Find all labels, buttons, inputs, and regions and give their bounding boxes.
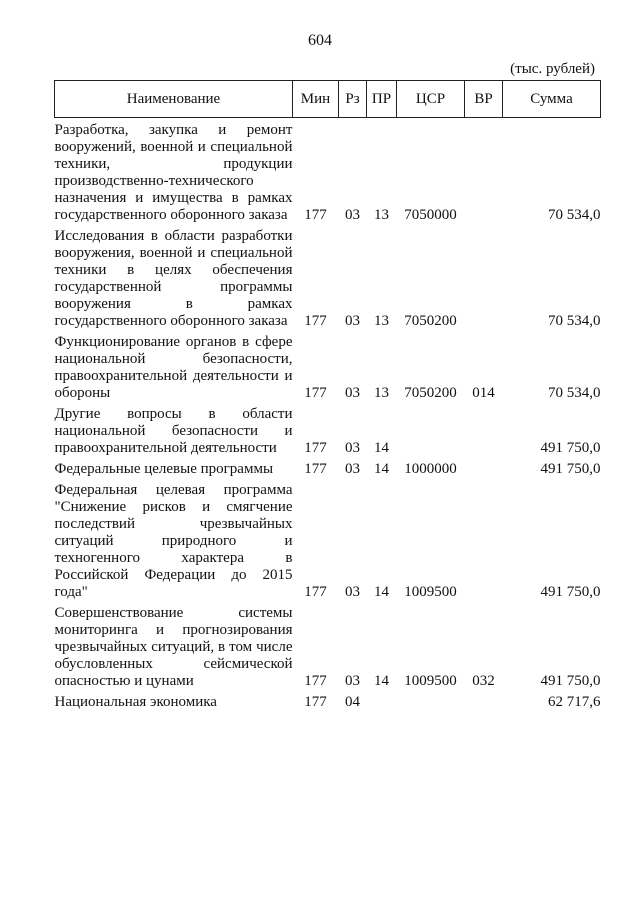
budget-table — [54, 80, 601, 715]
header-name: Наименование — [55, 81, 293, 118]
table-row — [55, 406, 601, 461]
row-name: Функционирование органов в сфере национальной безопасности, правоохранительной деятельности и обороны — [54, 334, 293, 401]
row-min: 177 — [304, 461, 327, 477]
row-sum: 491 750,0 — [540, 673, 601, 689]
row-pr: 14 — [374, 461, 389, 477]
row-name: Разработка, закупка и ремонт вооружений, военной и специальной техники, продукции производственно-технического назначения и имущества в рамках государственного оборонного заказа — [54, 122, 293, 223]
row-csr — [397, 406, 465, 461]
row-name: Национальная экономика — [54, 694, 217, 710]
row-name: Совершенствование системы мониторинга и прогнозирования чрезвычайных ситуаций, в том числе обусловленных сейсмической опасностью и цунами — [54, 605, 293, 689]
table-row — [55, 118, 601, 229]
row-vr: 014 — [472, 385, 495, 401]
row-csr: 7050200 — [404, 385, 457, 401]
table-row — [55, 482, 601, 605]
row-csr — [397, 694, 465, 715]
row-rz: 03 — [345, 461, 360, 477]
table-row — [55, 228, 601, 334]
header-min: Мин — [293, 81, 339, 118]
row-name: Исследования в области разработки вооружения, военной и специальной техники в целях обеспечения государственной программы вооружения в рамках государственного оборонного заказа — [54, 228, 293, 329]
table-row — [55, 605, 601, 694]
row-vr: 032 — [472, 673, 495, 689]
row-min: 177 — [304, 694, 327, 710]
row-rz: 03 — [345, 673, 360, 689]
row-min: 177 — [304, 313, 327, 329]
header-vr: ВР — [465, 81, 503, 118]
row-vr — [465, 406, 503, 461]
row-min: 177 — [304, 207, 327, 223]
row-name: Федеральная целевая программа "Снижение рисков и смягчение последствий чрезвычайных ситуаций природного и техногенного характера в Российской Федерации до 2015 года" — [54, 482, 293, 600]
row-min: 177 — [304, 440, 327, 456]
row-sum: 70 534,0 — [548, 313, 601, 329]
row-sum: 491 750,0 — [540, 440, 601, 456]
row-min: 177 — [304, 673, 327, 689]
row-sum: 491 750,0 — [540, 461, 601, 477]
header-rz: Рз — [339, 81, 367, 118]
row-pr: 13 — [374, 385, 389, 401]
table-row — [55, 461, 601, 482]
row-rz: 03 — [345, 440, 360, 456]
row-vr — [465, 482, 503, 605]
row-pr: 14 — [374, 584, 389, 600]
row-min: 177 — [304, 385, 327, 401]
table-row — [55, 334, 601, 406]
table-header-row — [55, 81, 601, 118]
row-csr: 7050200 — [404, 313, 457, 329]
row-pr: 14 — [374, 440, 389, 456]
row-csr: 7050000 — [404, 207, 457, 223]
row-name: Федеральные целевые программы — [54, 461, 274, 477]
row-csr: 1009500 — [404, 673, 457, 689]
header-csr: ЦСР — [397, 81, 465, 118]
row-sum: 491 750,0 — [540, 584, 601, 600]
row-pr: 14 — [374, 673, 389, 689]
row-rz: 03 — [345, 207, 360, 223]
row-pr: 13 — [374, 207, 389, 223]
row-vr — [465, 118, 503, 229]
row-rz: 03 — [345, 385, 360, 401]
row-vr — [465, 228, 503, 334]
table-row — [55, 694, 601, 715]
header-sum: Сумма — [503, 81, 601, 118]
row-vr — [465, 694, 503, 715]
row-min: 177 — [304, 584, 327, 600]
row-pr — [367, 694, 397, 715]
header-pr: ПР — [367, 81, 397, 118]
row-rz: 04 — [345, 694, 360, 710]
units-label: (тыс. рублей) — [510, 61, 595, 77]
page-number: 604 — [308, 32, 332, 49]
row-sum: 70 534,0 — [548, 207, 601, 223]
row-csr: 1009500 — [404, 584, 457, 600]
row-name: Другие вопросы в области национальной безопасности и правоохранительной деятельности — [54, 406, 293, 456]
row-rz: 03 — [345, 584, 360, 600]
row-vr — [465, 461, 503, 482]
row-rz: 03 — [345, 313, 360, 329]
row-pr: 13 — [374, 313, 389, 329]
row-csr: 1000000 — [404, 461, 457, 477]
row-sum: 70 534,0 — [548, 385, 601, 401]
row-sum: 62 717,6 — [548, 694, 601, 710]
